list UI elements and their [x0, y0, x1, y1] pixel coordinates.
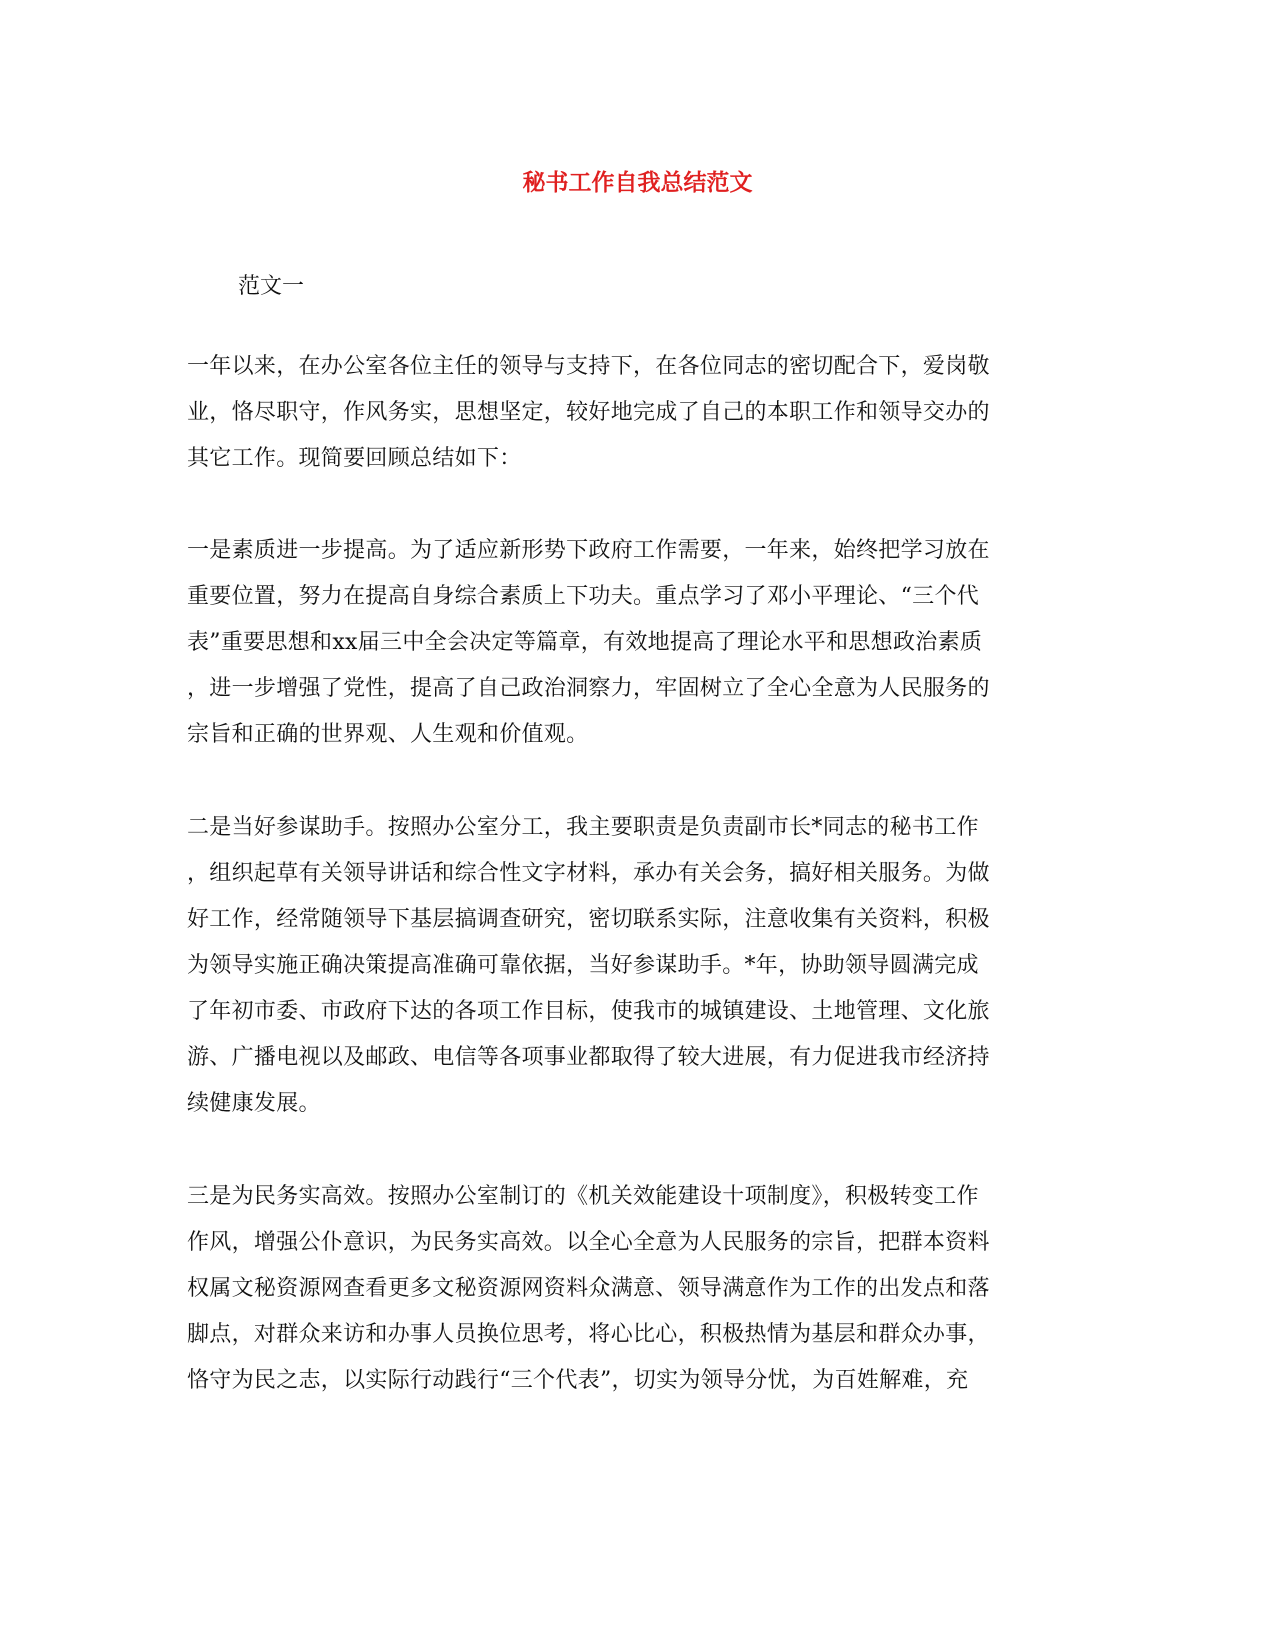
- text-line: 表”重要思想和xx届三中全会决定等篇章，有效地提高了理论水平和思想政治素质: [187, 630, 983, 655]
- document-title: 秘书工作自我总结范文: [522, 169, 753, 196]
- text-line: 业，恪尽职守，作风务实，思想坚定，较好地完成了自己的本职工作和领导交办的: [187, 400, 990, 425]
- text-line: 恪守为民之志，以实际行动践行“三个代表”，切实为领导分忧，为百姓解难，充: [187, 1368, 969, 1393]
- text-line: 其它工作。现简要回顾总结如下：: [187, 446, 522, 471]
- text-line: 了年初市委、市政府下达的各项工作目标，使我市的城镇建设、土地管理、文化旅: [187, 999, 990, 1024]
- text-line: 一是素质进一步提高。为了适应新形势下政府工作需要，一年来，始终把学习放在: [187, 538, 990, 563]
- text-line: 三是为民务实高效。按照办公室制订的《机关效能建设十项制度》，积极转变工作: [187, 1184, 979, 1209]
- text-line: 权属文秘资源网查看更多文秘资源网资料众满意、领导满意作为工作的出发点和落: [187, 1276, 990, 1301]
- text-line: 好工作，经常随领导下基层搞调查研究，密切联系实际，注意收集有关资料，积极: [187, 907, 990, 932]
- text-line: 脚点，对群众来访和办事人员换位思考，将心比心，积极热情为基层和群众办事，: [187, 1322, 990, 1347]
- text-line: 重要位置，努力在提高自身综合素质上下功夫。重点学习了邓小平理论、“三个代: [187, 584, 980, 609]
- section-subheading: 范文一: [238, 274, 305, 299]
- text-line: 游、广播电视以及邮政、电信等各项事业都取得了较大进展，有力促进我市经济持: [187, 1045, 990, 1070]
- text-line: 宗旨和正确的世界观、人生观和价值观。: [187, 722, 589, 747]
- text-line: ，组织起草有关领导讲话和综合性文字材料，承办有关会务，搞好相关服务。为做: [187, 861, 990, 886]
- text-line: 续健康发展。: [187, 1091, 321, 1116]
- text-line: 二是当好参谋助手。按照办公室分工，我主要职责是负责副市长*同志的秘书工作: [187, 815, 979, 840]
- text-line: 作风，增强公仆意识，为民务实高效。以全心全意为人民服务的宗旨，把群本资料: [187, 1230, 990, 1255]
- text-line: 为领导实施正确决策提高准确可靠依据，当好参谋助手。*年，协助领导圆满完成: [187, 953, 979, 978]
- text-line: 一年以来，在办公室各位主任的领导与支持下，在各位同志的密切配合下，爱岗敬: [187, 354, 990, 379]
- text-line: ，进一步增强了党性，提高了自己政治洞察力，牢固树立了全心全意为人民服务的: [187, 676, 990, 701]
